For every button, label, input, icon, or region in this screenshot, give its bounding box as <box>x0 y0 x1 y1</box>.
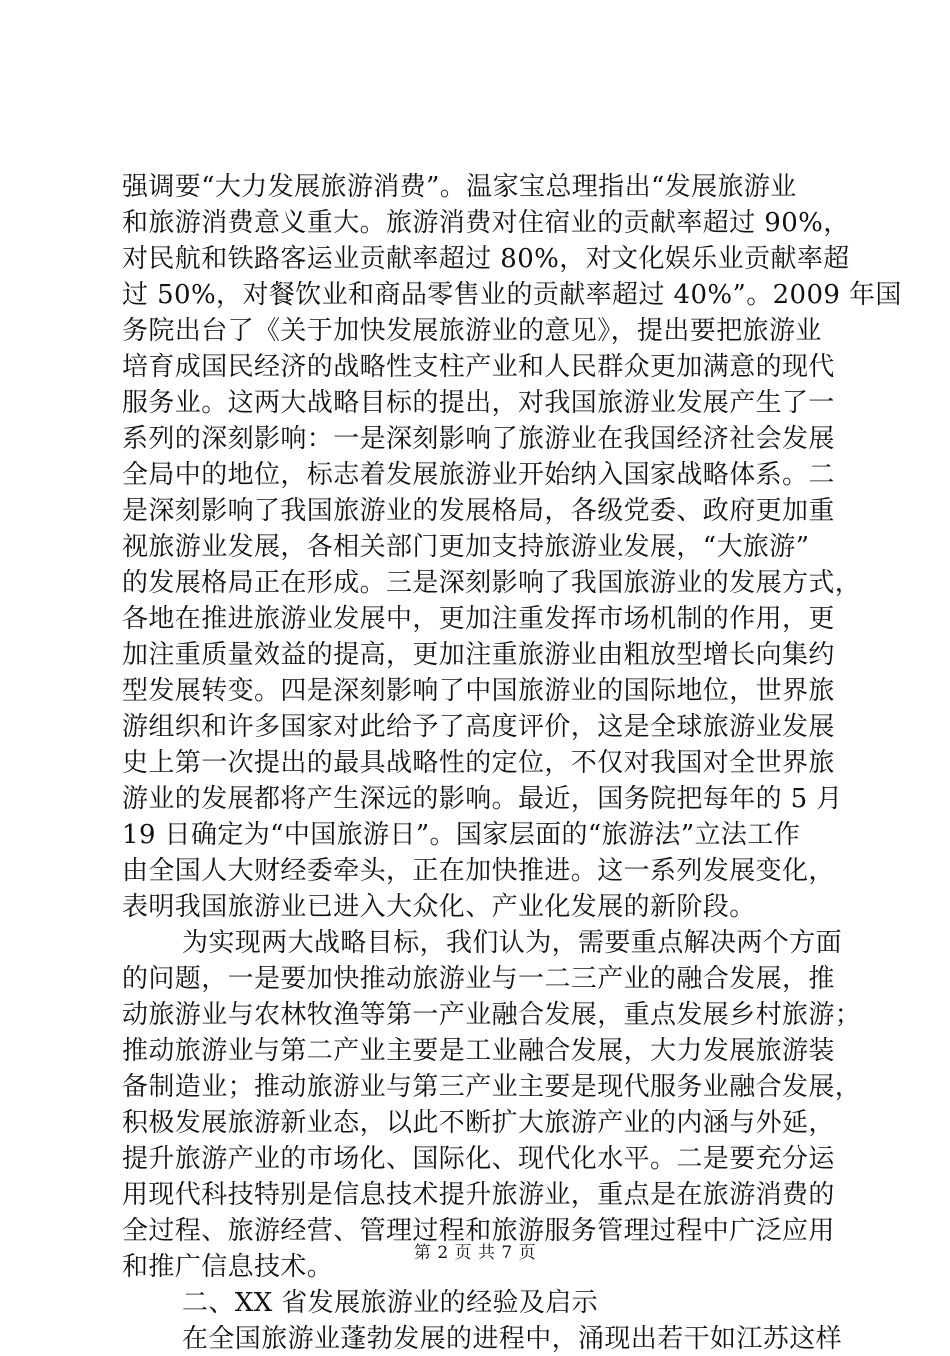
text-line: 由全国人大财经委牵头，正在加快推进。这一系列发展变化， <box>122 856 835 886</box>
text-line: 动旅游业与农林牧渔等第一产业融合发展，重点发展乡村旅游； <box>122 1000 862 1030</box>
text-line: 对民航和铁路客运业贡献率超过 80%，对文化娱乐业贡献率超 <box>122 244 850 274</box>
text-line: 备制造业；推动旅游业与第三产业主要是现代服务业融合发展， <box>122 1072 862 1102</box>
text-line: 积极发展旅游新业态，以此不断扩大旅游产业的内涵与外延， <box>122 1108 835 1138</box>
text-line: 加注重质量效益的提高，更加注重旅游业由粗放型增长向集约 <box>122 640 835 670</box>
text-line: 和推广信息技术。 <box>122 1252 334 1282</box>
text-line: 的问题，一是要加快推动旅游业与一二三产业的融合发展，推 <box>122 964 835 994</box>
paragraph-start-line: 为实现两大战略目标，我们认为，需要重点解决两个方面 <box>182 928 843 958</box>
text-line: 务院出台了《关于加快发展旅游业的意见》，提出要把旅游业 <box>122 316 822 346</box>
paragraph-start-line: 在全国旅游业蓬勃发展的进程中，涌现出若干如江苏这样 <box>182 1324 843 1354</box>
text-line: 史上第一次提出的最具战略性的定位，不仅对我国对全世界旅 <box>122 748 835 778</box>
text-line: 19 日确定为“中国旅游日”。国家层面的“旅游法”立法工作 <box>122 820 801 850</box>
text-line: 的发展格局正在形成。三是深刻影响了我国旅游业的发展方式， <box>122 568 862 598</box>
text-line: 强调要“大力发展旅游消费”。温家宝总理指出“发展旅游业 <box>122 172 797 202</box>
text-line: 视旅游业发展，各相关部门更加支持旅游业发展，“大旅游” <box>122 532 810 562</box>
text-line: 和旅游消费意义重大。旅游消费对住宿业的贡献率超过 90%， <box>122 208 850 238</box>
section-heading: 二、XX 省发展旅游业的经验及启示 <box>182 1288 599 1318</box>
text-line: 是深刻影响了我国旅游业的发展格局，各级党委、政府更加重 <box>122 496 835 526</box>
text-line: 型发展转变。四是深刻影响了中国旅游业的国际地位，世界旅 <box>122 676 835 706</box>
text-line: 游组织和许多国家对此给予了高度评价，这是全球旅游业发展 <box>122 712 835 742</box>
text-line: 游业的发展都将产生深远的影响。最近，国务院把每年的 5 月 <box>122 784 843 814</box>
text-line: 全局中的地位，标志着发展旅游业开始纳入国家战略体系。二 <box>122 460 835 490</box>
text-line: 培育成国民经济的战略性支柱产业和人民群众更加满意的现代 <box>122 352 835 382</box>
text-line: 表明我国旅游业已进入大众化、产业化发展的新阶段。 <box>122 892 756 922</box>
text-line: 用现代科技特别是信息技术提升旅游业，重点是在旅游消费的 <box>122 1180 835 1210</box>
text-line: 全过程、旅游经营、管理过程和旅游服务管理过程中广泛应用 <box>122 1216 835 1246</box>
page-number-footer: 第 2 页 共 7 页 <box>413 1243 537 1263</box>
text-line: 服务业。这两大战略目标的提出，对我国旅游业发展产生了一 <box>122 388 835 418</box>
text-line: 提升旅游产业的市场化、国际化、现代化水平。二是要充分运 <box>122 1144 835 1174</box>
text-line: 推动旅游业与第二产业主要是工业融合发展，大力发展旅游装 <box>122 1036 835 1066</box>
text-line: 系列的深刻影响：一是深刻影响了旅游业在我国经济社会发展 <box>122 424 835 454</box>
text-line: 各地在推进旅游业发展中，更加注重发挥市场机制的作用，更 <box>122 604 835 634</box>
text-line: 过 50%，对餐饮业和商品零售业的贡献率超过 40%”。2009 年国 <box>122 280 902 310</box>
